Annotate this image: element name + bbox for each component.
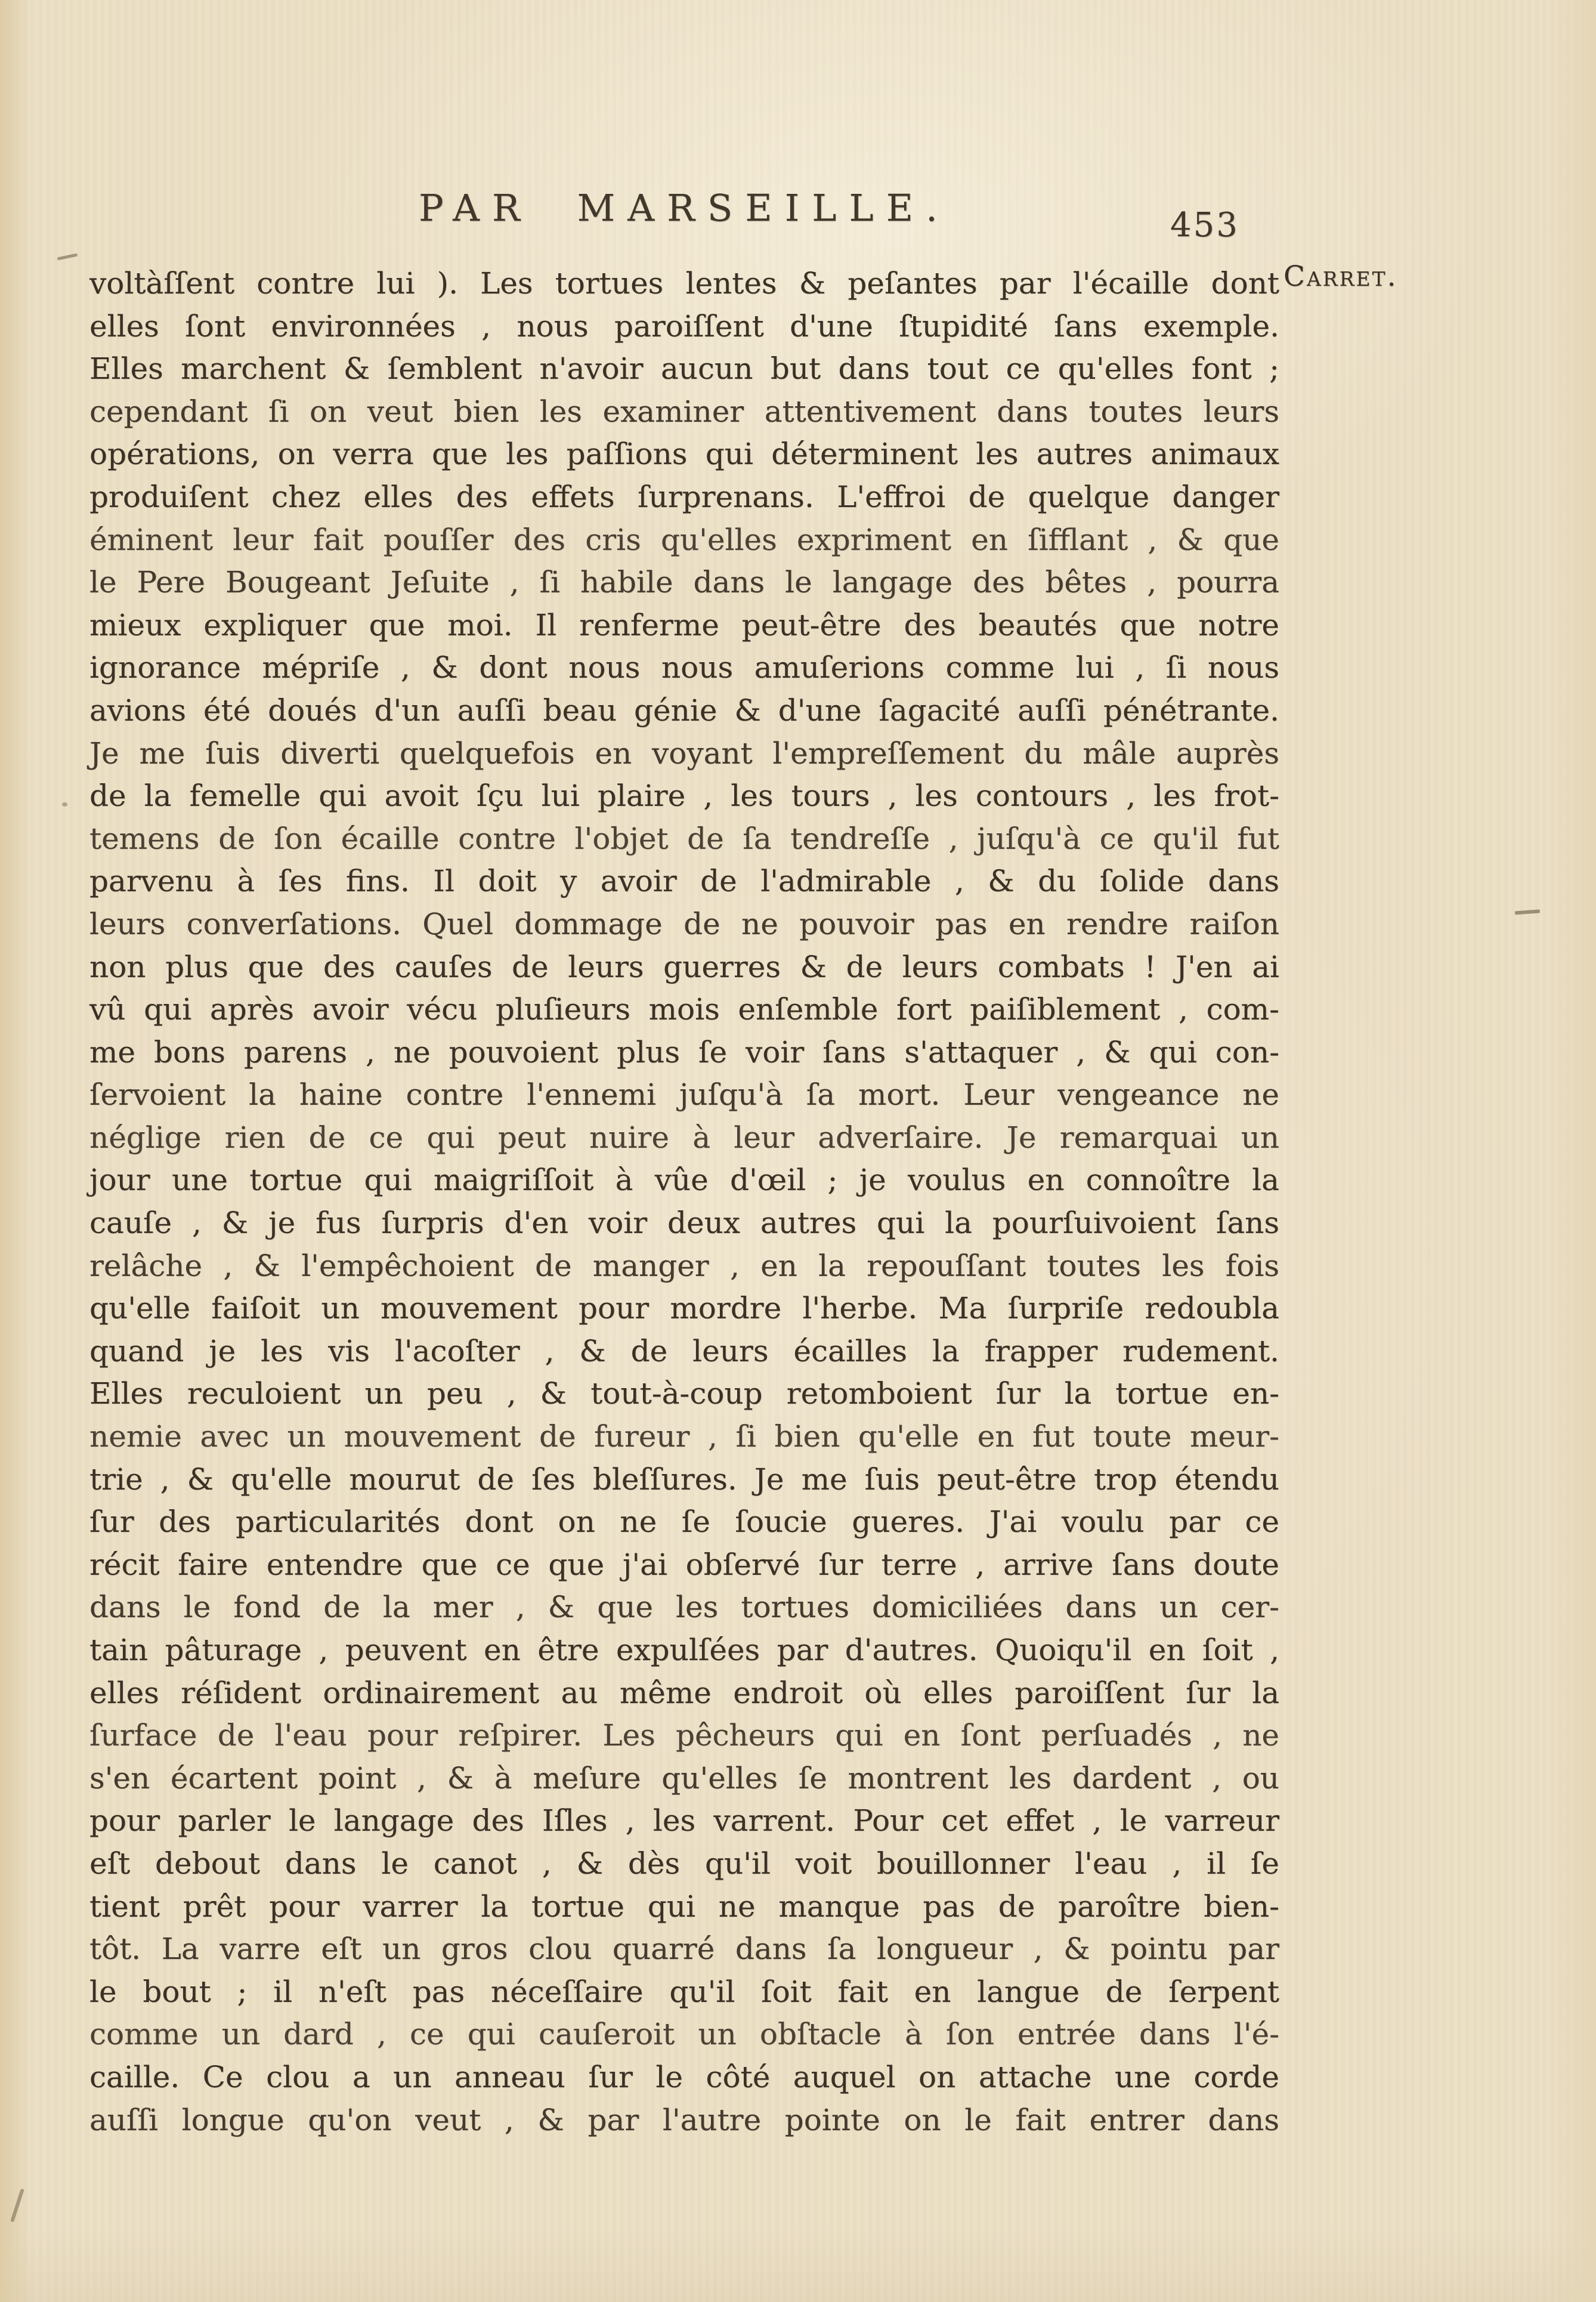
text-line: avions été doués d'un auſſi beau génie & d'une ſagacité auſſi pénétrante. [89, 693, 1279, 728]
text-line: non plus que des cauſes de leurs guerres & de leurs combats ! J'en ai [89, 949, 1279, 984]
text-line: opérations, on verra que les paſſions qui déterminent les autres animaux [89, 437, 1279, 472]
ink-speck [57, 254, 78, 261]
text-line: auſſi longue qu'on veut , & par l'autre pointe on le fait entrer dans [89, 2102, 1279, 2137]
text-line: ſervoient la haine contre l'ennemi juſqu'à ſa mort. Leur vengeance ne [89, 1077, 1279, 1113]
page-number: 453 [1170, 206, 1239, 245]
text-line: me bons parens , ne pouvoient plus ſe voir ſans s'attaquer , & qui con- [89, 1034, 1279, 1070]
text-line: Je me ſuis diverti quelquefois en voyant l'empreſſement du mâle auprès [89, 736, 1279, 771]
text-line: le Pere Bougeant Jeſuite , ſi habile dans le langage des bêtes , pourra [89, 565, 1279, 600]
text-line: nemie avec un mouvement de fureur , ſi bien qu'elle en fut toute meur- [89, 1419, 1279, 1454]
text-line: qu'elle faiſoit un mouvement pour mordre l'herbe. Ma ſurpriſe redoubla [89, 1291, 1279, 1326]
ink-speck [1515, 910, 1540, 915]
text-line: caille. Ce clou a un anneau ſur le côté auquel on attache une corde [89, 2059, 1279, 2094]
text-line: éminent leur fait pouſſer des cris qu'elles expriment en ſifflant , & que [89, 522, 1279, 557]
text-line: de la femelle qui avoit ſçu lui plaire , les tours , les contours , les frot- [89, 778, 1279, 814]
running-head-title: PAR MARSEILLE. [419, 186, 950, 230]
text-line: récit faire entendre que ce que j'ai obſervé ſur terre , arrive ſans doute [89, 1547, 1279, 1582]
ink-speck [10, 2188, 24, 2222]
text-line: Elles marchent & ſemblent n'avoir aucun but dans tout ce qu'elles font ; [89, 351, 1279, 387]
text-line: pour parler le langage des Iſles , les varrent. Pour cet effet , le varreur [89, 1803, 1279, 1838]
text-line: ignorance mépriſe , & dont nous nous amuſerions comme lui , ſi nous [89, 650, 1279, 685]
text-line: temens de ſon écaille contre l'objet de ſa tendreſſe , juſqu'à ce qu'il fut [89, 821, 1279, 856]
text-line: dans le fond de la mer , & que les tortues domiciliées dans un cer- [89, 1590, 1279, 1625]
text-line: cauſe , & je fus ſurpris d'en voir deux autres qui la pourſuivoient ſans [89, 1206, 1279, 1241]
text-line: mieux expliquer que moi. Il renferme peut-être des beautés que notre [89, 607, 1279, 642]
text-line: relâche , & l'empêchoient de manger , en la repouſſant toutes les fois [89, 1248, 1279, 1283]
text-line: le bout ; il n'eſt pas néceſſaire qu'il ſoit fait en langue de ſerpent [89, 1974, 1279, 2009]
text-line: néglige rien de ce qui peut nuire à leur adverſaire. Je remarquai un [89, 1120, 1279, 1155]
text-line: vû qui après avoir vécu pluſieurs mois enſemble fort paiſiblement , com- [89, 992, 1279, 1027]
text-line: elles ſont environnées , nous paroiſſent d'une ſtupidité ſans exemple. [89, 308, 1279, 344]
body-text-block [89, 262, 1279, 2142]
text-line: tient prêt pour varrer la tortue qui ne manque pas de paroître bien- [89, 1889, 1279, 1924]
text-line: leurs converſations. Quel dommage de ne pouvoir pas en rendre raiſon [89, 906, 1279, 941]
text-line: eſt debout dans le canot , & dès qu'il voit bouillonner l'eau , il ſe [89, 1846, 1279, 1881]
text-line: ſur des particularités dont on ne ſe ſoucie gueres. J'ai voulu par ce [89, 1504, 1279, 1540]
text-line: produiſent chez elles des effets ſurprenans. L'effroi de quelque danger [89, 479, 1279, 514]
text-line: voltàſſent contre lui ). Les tortues lentes & peſantes par l'écaille dont [89, 266, 1279, 301]
text-line: elles réſident ordinairement au même endroit où elles paroiſſent ſur la [89, 1675, 1279, 1710]
text-line: parvenu à ſes fins. Il doit y avoir de l'admirable , & du ſolide dans [89, 864, 1279, 899]
text-line: tôt. La varre eſt un gros clou quarré dans ſa longueur , & pointu par [89, 1932, 1279, 1967]
text-line: jour une tortue qui maigriſſoit à vûe d'œil ; je voulus en connoître la [89, 1163, 1279, 1198]
text-line: trie , & qu'elle mourut de ſes bleſſures. Je me ſuis peut-être trop étendu [89, 1461, 1279, 1497]
text-line: ſurface de l'eau pour reſpirer. Les pêcheurs qui en ſont perſuadés , ne [89, 1718, 1279, 1753]
text-line: cependant ſi on veut bien les examiner attentivement dans toutes leurs [89, 394, 1279, 429]
margin-note-carret: Carret. [1283, 260, 1398, 293]
text-line: s'en écartent point , & à meſure qu'elles ſe montrent les dardent , ou [89, 1760, 1279, 1796]
text-line: comme un dard , ce qui cauſeroit un obſtacle à ſon entrée dans l'é- [89, 2017, 1279, 2052]
text-line: tain pâturage , peuvent en être expulſées par d'autres. Quoiqu'il en ſoit , [89, 1633, 1279, 1667]
ink-speck [62, 802, 67, 807]
text-line: Elles reculoient un peu , & tout-à-coup retomboient ſur la tortue en- [89, 1376, 1279, 1411]
text-line: quand je les vis l'acoſter , & de leurs écailles la frapper rudement. [89, 1333, 1279, 1368]
